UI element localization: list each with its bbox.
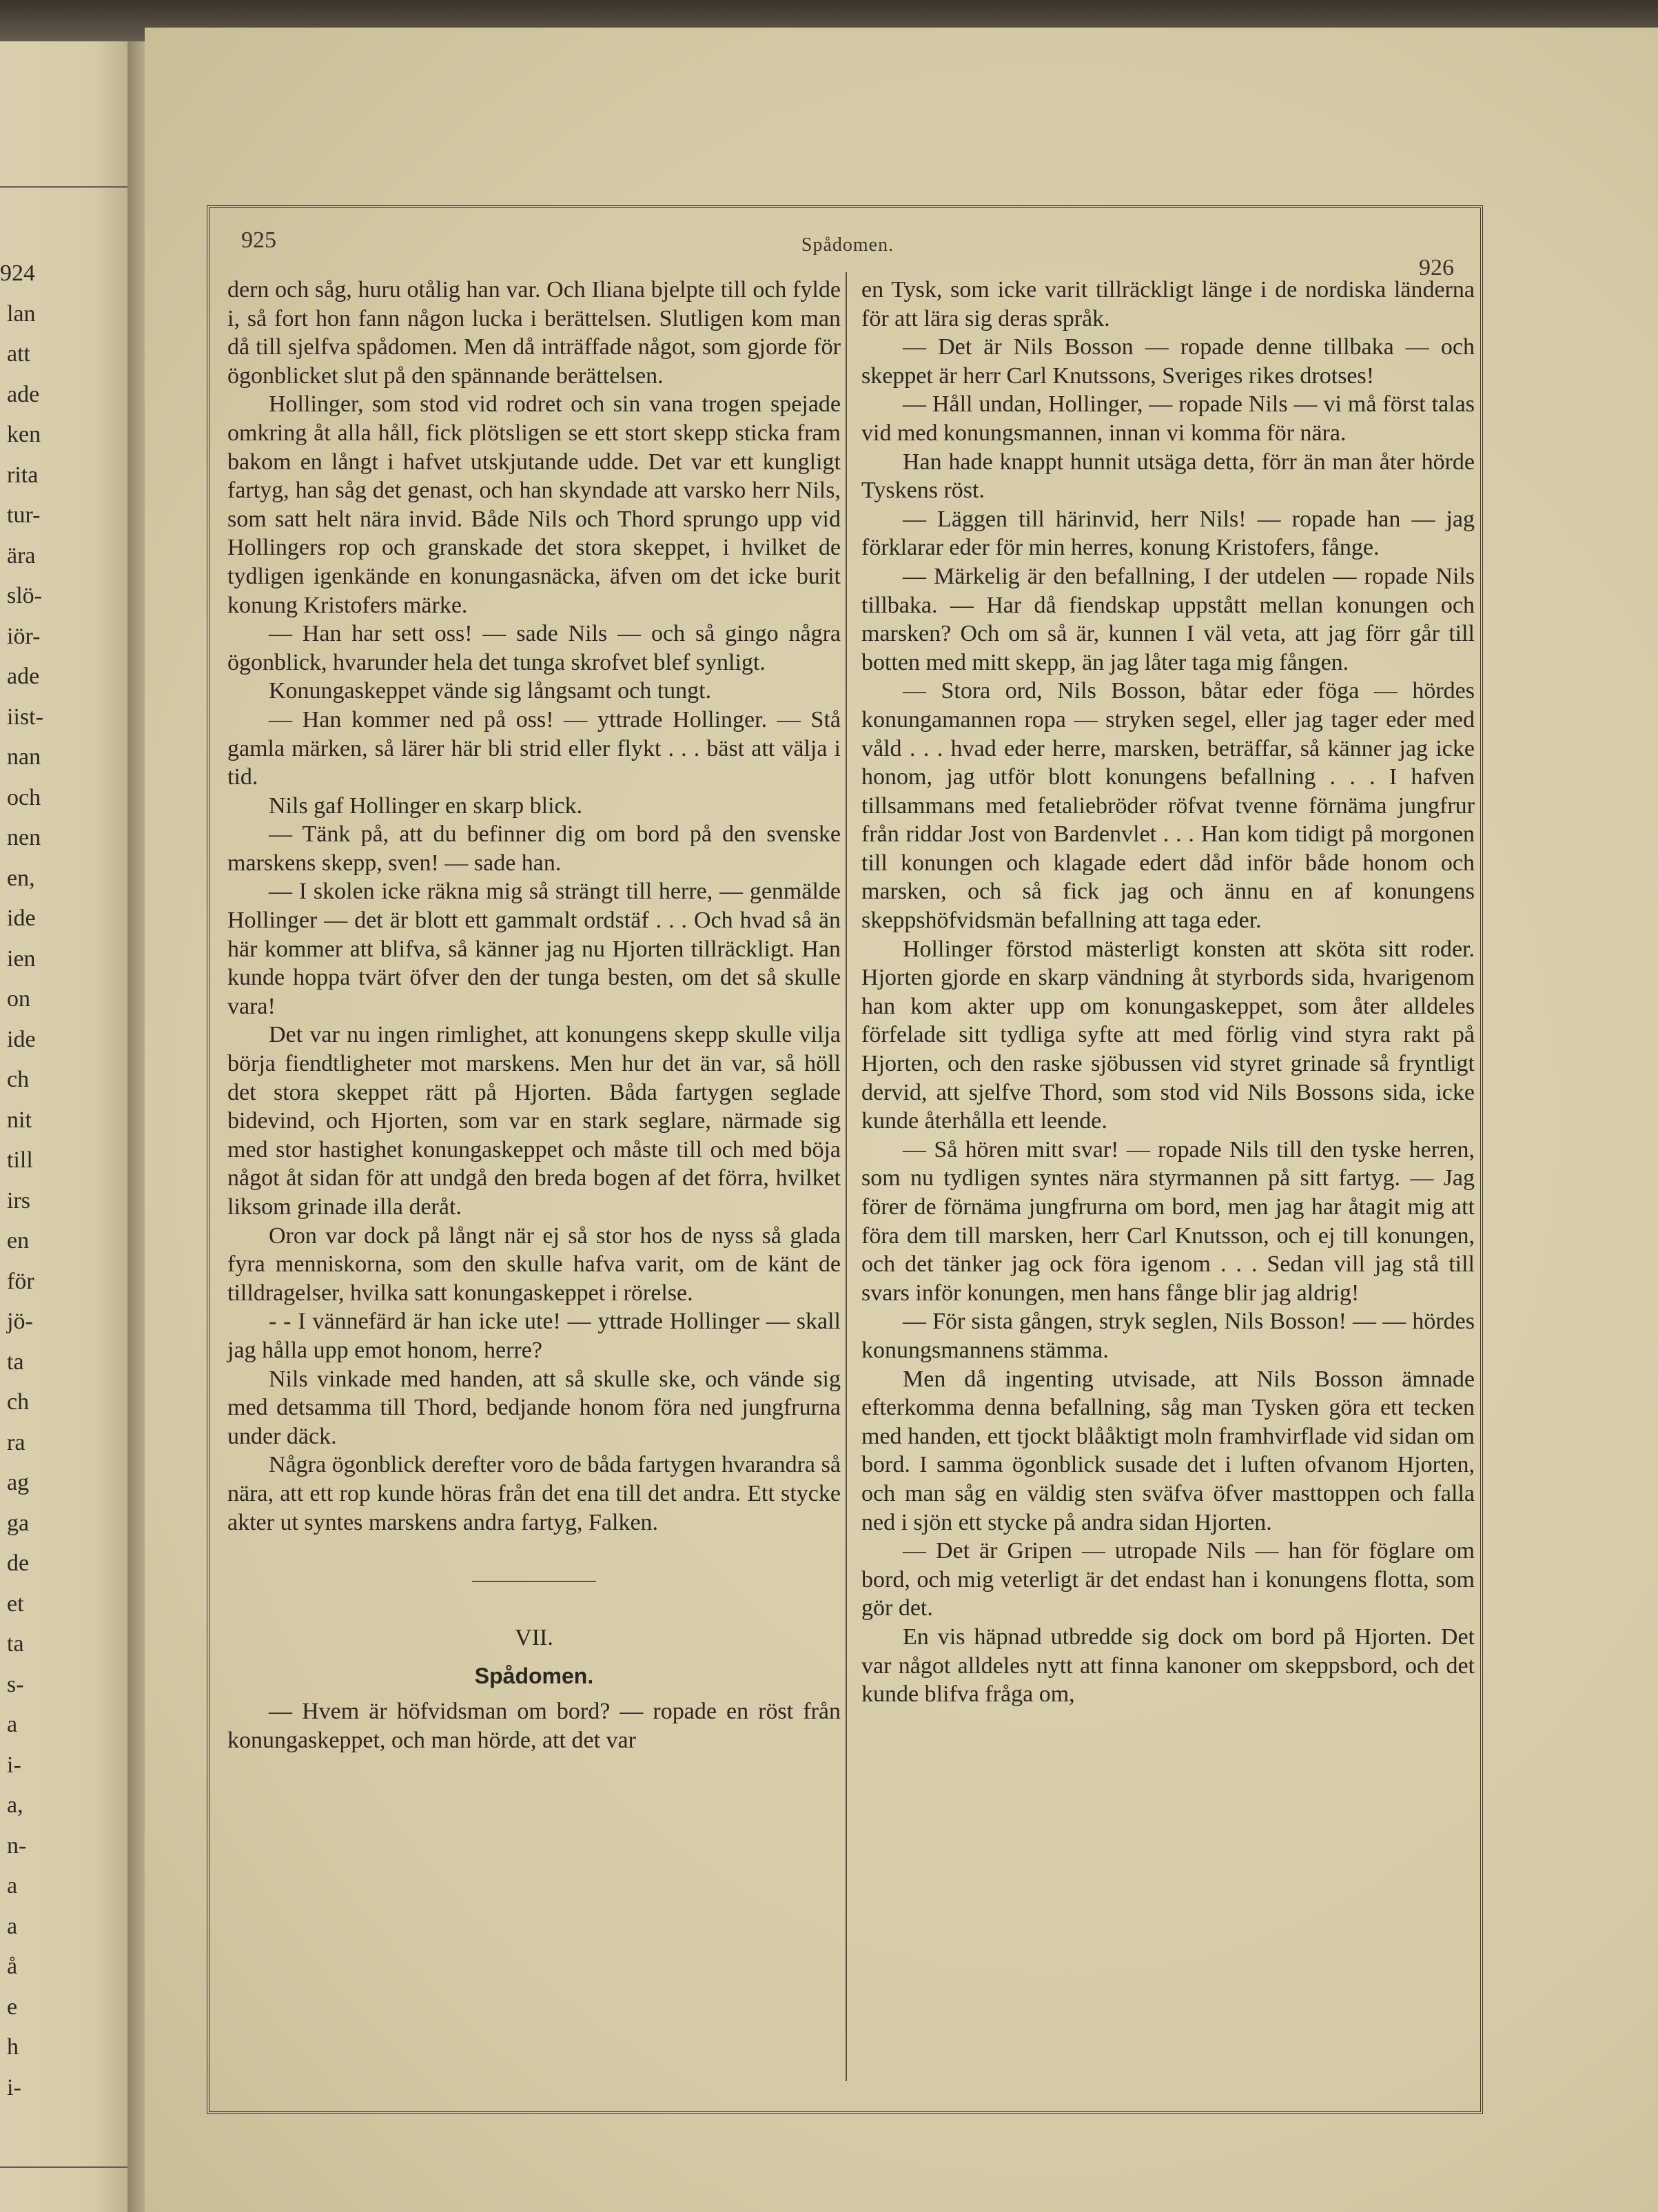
left-page-fragment: att — [7, 341, 30, 367]
paragraph: Hollinger, som stod vid rodret och sin vana trogen spejade omkring åt alla håll, fick plötsligen se ett stort skepp sticka fram bakom en långt i hafvet utskjutande udde. Det var ett kungligt fartyg, han såg det genast, och han skyndade att varsko herr Nils, som satt helt nära invid. Både Nils och Thord sprungo upp vid Hollingers rop och granskade det stora skeppet, i hvilket de tydligen igenkände en konungasnäcka, äfven om det icke burit konung Kristofers märke. — [227, 391, 841, 618]
paragraph: — Han har sett oss! — sade Nils — och så gingo några ögonblick, hvarunder hela det tunga skrofvet blef synligt. — [227, 621, 841, 675]
left-page-fragment: i- — [7, 2074, 21, 2100]
paragraph: Nils vinkade med handen, att så skulle ske, och vände sig med detsamma till Thord, bedjande honom föra ned jungfrurna under däck. — [227, 1366, 841, 1449]
left-page-fragment: ra — [7, 1429, 25, 1455]
paragraph: en Tysk, som icke varit tillräckligt länge i de nordiska länderna för att lära sig deras språk. — [861, 277, 1475, 331]
column-divider — [846, 272, 847, 2081]
left-page-fragment: et — [7, 1590, 24, 1617]
chapter-title: Spådomen. — [474, 1663, 594, 1688]
paragraph: — I skolen icke räkna mig så strängt till herre, — genmälde Hollinger — det är blott ett gammalt ordstäf . . . Och hvad så än här kommer att blifva, så känner jag nu Hjorten tillräckligt. Han kunde hoppa tvärt öfver den der tunga besten, om det så skulle vara! — [227, 879, 841, 1019]
paragraph: — Hvem är höfvidsman om bord? — ropade en röst från konungaskeppet, och man hörde, att det var — [227, 1699, 841, 1753]
left-page-fragment: ag — [7, 1470, 30, 1495]
paragraph: — Tänk på, att du befinner dig om bord på den svenske marskens skepp, sven! — sade han. — [227, 821, 841, 876]
left-page-fragment: jö- — [7, 1309, 33, 1334]
left-page-fragment: n- — [7, 1832, 27, 1858]
left-page-fragment: ch — [7, 1389, 30, 1415]
paragraph: — För sista gången, stryk seglen, Nils Bosson! — — hördes konungsmannens stämma. — [861, 1309, 1475, 1363]
left-page-fragment: e — [7, 1994, 18, 2020]
left-page-fragment: s- — [7, 1671, 24, 1697]
paragraph: Han hade knappt hunnit utsäga detta, förr än man åter hörde Tyskens röst. — [861, 449, 1475, 504]
left-page-fragment: nit — [7, 1107, 32, 1133]
left-page-fragment: en, — [7, 865, 35, 891]
left-page-fragment: ien — [7, 945, 36, 972]
left-page-fragment: rita — [7, 462, 39, 488]
left-page-fragment: ta — [7, 1349, 24, 1375]
paragraph: — Håll undan, Hollinger, — ropade Nils — vi må först talas vid med konungsmannen, innan vi komma för nära. — [861, 391, 1475, 446]
right-column — [861, 276, 1475, 1709]
page-number-left: 925 — [241, 227, 276, 253]
left-page-fragment: ken — [7, 422, 41, 447]
left-page-fragment: lan — [7, 300, 36, 327]
paragraph: dern och såg, huru otålig han var. Och Iliana bjelpte till och fylde i, så fort hon fann någon lucka i berättelsen. Slutligen kom man då till sjelfva spådomen. Men då inträffade något, som gjorde för ögonblicket slut på den spännande berättelsen. — [227, 277, 841, 389]
left-column — [227, 276, 841, 1755]
paragraph: Hollinger förstod mästerligt konsten att sköta sitt roder. Hjorten gjorde en skarp vändning åt styrbords sida, hvarigenom han kom akter upp om konungaskeppet, som åter alldeles förfelade sitt tydliga syfte att med förlig vind styra rakt på Hjorten, och den raske sjöbussen vid styret grinade så fryntligt dervid, att sjelfve Thord, som stod vid Nils Bossons sida, icke kunde återhålla ett leende. — [861, 936, 1475, 1134]
left-page-fragment: slö- — [7, 583, 42, 608]
paragraph: Nils gaf Hollinger en skarp blick. — [269, 792, 583, 819]
left-page-fragment: tur- — [7, 502, 41, 528]
left-page-fragment: irs — [7, 1187, 30, 1213]
page-number-right: 926 — [1419, 255, 1454, 280]
paragraph: Oron var dock på långt när ej så stor hos de nyss så glada fyra menniskorna, som den skulle hafva varit, om de känt de tilldragelser, hvilka satt konungaskeppet i rörelse. — [227, 1222, 841, 1306]
paragraph: — Läggen till härinvid, herr Nils! — ropade han — jag förklarar eder för min herres, konung Kristofers, fånge. — [861, 506, 1475, 561]
left-page-fragment: a — [7, 1873, 18, 1898]
left-page-fragment: a — [7, 1712, 18, 1737]
left-page-fragment: en — [7, 1228, 30, 1253]
paragraph: — Det är Gripen — utropade Nils — han för föglare om bord, och mig veterligt är det endast han i konungens flotta, som gör det. — [861, 1538, 1475, 1621]
left-page-fragment: a — [7, 1913, 18, 1939]
left-page-fragment: och — [7, 784, 41, 810]
page-header — [241, 227, 1454, 280]
left-page-fragment: 924 — [0, 260, 35, 286]
paragraph: — Stora ord, Nils Bosson, båtar eder föga — hördes konungamannen ropa — stryken segel, eller jag tager eder med våld . . . hvad eder herre, marsken, beträffar, så känner jag icke honom, jag utför blott konungens befallning . . . I hafven tillsammans med fetaliebröder röfvat tvenne förnäma jungfrur från riddar Jost von Bardenvlet . . . Han kom tidigt på morgonen till konungen och klagade edert dåd inför både honom och marsken, och så fick jag och ännu en af konungens skeppshöfvidsmän befallning att taga eder. — [861, 678, 1475, 934]
left-page-fragment: ch — [7, 1067, 30, 1092]
left-page-fragment: h — [7, 2034, 19, 2060]
paragraph: — Han kommer ned på oss! — yttrade Hollinger. — Stå gamla märken, så lärer här bli strid eller flykt . . . bäst att välja i tid. — [227, 706, 841, 790]
paragraph: Men då ingenting utvisade, att Nils Bosson ämnade efterkomma denna befallning, såg man Tysken göra ett tecken med handen, ett tjockt blååktigt moln framhvirflade vid sidan om bord. I samma ögonblick susade det i luften ofvanom Hjorten, och man såg en väldig sten sväfva öfver masttoppen och falla ned i sjön ett stycke på andra sidan Hjorten. — [861, 1366, 1475, 1535]
left-page-fragment: ade — [7, 664, 40, 689]
paragraph: Konungaskeppet vände sig långsamt och tungt. — [269, 678, 712, 704]
paragraph: — Så hören mitt svar! — ropade Nils till den tyske herren, som nu tydligen syntes nära styrmannen på sitt fartyg. — Jag förer de förnäma jungfrurna om bord, men jag har åtagit mig att föra dem till marsken, herr Carl Knutsson, och ej till konungen, och det tänker jag ock föra igenom . . . Sedan vill jag stå till svars inför konungen, men hans fånge blir jag aldrig! — [861, 1136, 1475, 1306]
paragraph: Några ögonblick derefter voro de båda fartygen hvarandra så nära, att ett rop kunde höras från det ena till det andra. Ett stycke akter ut syntes marskens andra fartyg, Falken. — [227, 1452, 841, 1535]
left-page-edge — [0, 41, 134, 2212]
left-page-fragment: de — [7, 1550, 30, 1576]
left-page-fragment: ta — [7, 1631, 24, 1657]
left-page-fragment: ga — [7, 1510, 30, 1536]
running-title: Spådomen. — [801, 234, 894, 256]
paragraph: Det var nu ingen rimlighet, att konungens skepp skulle vilja börja fiendtligheter mot marskens. Men hur det än var, så höll det stora skeppet rätt på Hjorten. Båda fartygen seglade bidevind, och Hjorten, som var en stark seglare, närmade sig med stor hastighet konungaskeppet och måste till och med böja något åt sidan för att undgå den breda bogen af det förra, hvilket liksom grinade illa deråt. — [227, 1022, 841, 1220]
left-page-fragment: ide — [7, 1026, 36, 1052]
left-page-fragment: för — [7, 1268, 34, 1294]
left-page-fragment: ide — [7, 905, 36, 931]
left-page-fragment: i- — [7, 1752, 21, 1778]
left-page-fragment: nen — [7, 825, 41, 850]
left-page-fragment: till — [7, 1147, 33, 1173]
left-page-fragment: iist- — [7, 704, 43, 730]
left-page-fragment: iör- — [7, 623, 41, 649]
left-page-fragment: ade — [7, 381, 40, 407]
left-page-fragment: ära — [7, 542, 36, 569]
left-page-fragment: å — [7, 1954, 18, 1979]
paragraph: — Det är Nils Bosson — ropade denne tillbaka — och skeppet är herr Carl Knutssons, Sveriges rikes drotses! — [861, 334, 1475, 389]
chapter-number: VII. — [515, 1625, 553, 1651]
left-page-fragment: a, — [7, 1792, 23, 1818]
paragraph: En vis häpnad utbredde sig dock om bord på Hjorten. Det var något alldeles nytt att finna kanoner om skeppsbord, och det kunde blifva fråga om, — [861, 1624, 1475, 1708]
left-page-fragment: nan — [7, 744, 41, 770]
left-page-fragment: on — [7, 986, 30, 1012]
paragraph: - - I vännefärd är han icke ute! — yttrade Hollinger — skall jag hålla upp emot honom, herre? — [227, 1309, 841, 1363]
chapter-divider — [472, 1581, 596, 1582]
paragraph: — Märkelig är den befallning, I der utdelen — ropade Nils tillbaka. — Har då fiendskap uppstått mellan konungen och marsken? Och om så är, kunnen I väl veta, att jag förr går till botten med mitt skepp, än jag låter taga mig fången. — [861, 563, 1475, 675]
